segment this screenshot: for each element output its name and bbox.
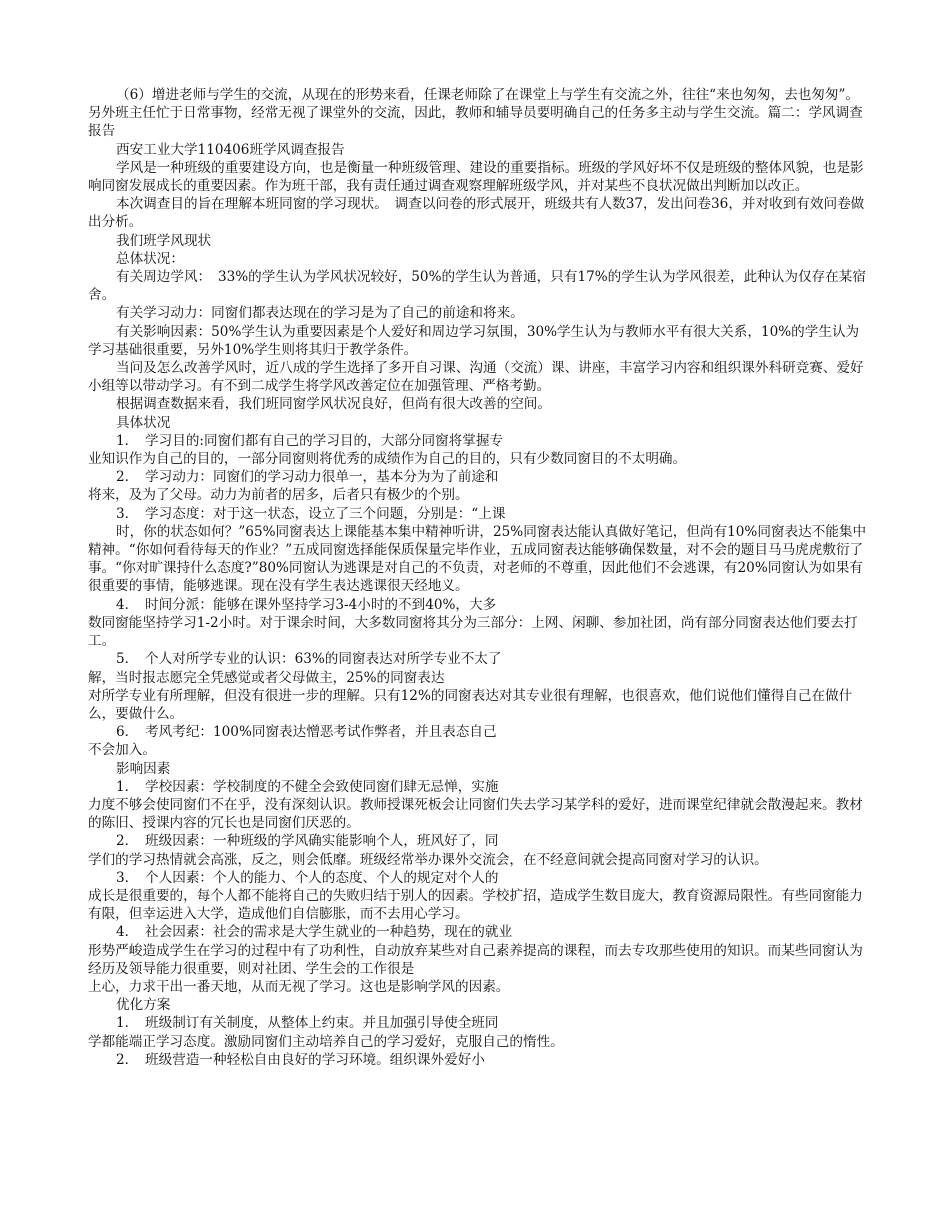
paragraph: 时，你的状态如何？”65%同窗表达上课能基本集中精神听讲，25%同窗表达能认真做好笔记，但尚有10%同窗表达不能集中精神。“你如何看待每天的作业？”五成同窗选择能保质保量完毕作业，五成同窗表达能够确保数量，对不会的题目马马虎虎敷衍了事。“你对旷课持什么态度?”80%同窗认为逃课是对自己的不负责，对老师的不尊重，因此他们不会逃课，有20%同窗认为如果有很重要的事情，能够逃课。现在没有学生表达逃课很天经地义。 bbox=[88, 523, 867, 595]
paragraph: 2． 学习动力：同窗们的学习动力很单一，基本分为为了前途和 bbox=[116, 469, 499, 486]
paragraph: 成长是很重要的，每个人都不能将自己的失败归结于别人的因素。学校扩招，造成学生数目庞大，教育资源局限性。有些同窗能力有限，但幸运进入大学，造成他们自信膨胀，而不去用心学习。 bbox=[88, 887, 863, 923]
paragraph: 我们班学风现状 bbox=[116, 232, 212, 249]
paragraph: 4． 时间分派：能够在课外坚持学习3-4小时的不到40%，大多 bbox=[116, 596, 497, 613]
paragraph: 学都能端正学习态度。激励同窗们主动培养自己的学习爱好，克服自己的惰性。 bbox=[88, 1033, 564, 1050]
paragraph: 学们的学习热情就会高涨，反之，则会低靡。班级经常举办课外交流会，在不经意间就会提高同窗对学习的认识。 bbox=[88, 851, 768, 868]
paragraph: 学风是一种班级的重要建设方向，也是衡量一种班级管理、建设的重要指标。班级的学风好坏不仅是班级的整体风貌，也是影响同窗发展成长的重要因素。作为班干部，我有责任通过调查观察理解班级学风，并对某些不良状况做出判断加以改正。 bbox=[88, 159, 864, 195]
paragraph: 数同窗能坚持学习1-2小时。对于课余时间，大多数同窗将其分为三部分：上网、闲聊、参加社团，尚有部分同窗表达他们要去打工。 bbox=[88, 614, 858, 650]
paragraph: 本次调查目的旨在理解本班同窗的学习现状。 调查以问卷的形式展开，班级共有人数37，发出问卷36，并对收到有效问卷做出分析。 bbox=[88, 196, 865, 231]
paragraph: 3． 学习态度：对于这一状态，设立了三个问题，分别是：“上课 bbox=[116, 505, 506, 522]
paragraph: 不会加入。 bbox=[88, 742, 156, 759]
paragraph: （6）增进老师与学生的交流，从现在的形势来看，任课老师除了在课堂上与学生有交流之外，往往“来也匆匆，去也匆匆”。另外班主任忙于日常事物，经常无视了课堂外的交流，因此，教师和辅导员要明确自己的任务多主动与学生交流。篇二：学风调查报告 bbox=[88, 87, 863, 140]
paragraph: 6． 考风考纪：100%同窗表达憎恶考试作弊者，并且表态自己 bbox=[116, 724, 497, 741]
paragraph: 4． 社会因素：社会的需求是大学生就业的一种趋势，现在的就业 bbox=[116, 924, 513, 941]
paragraph: 影响因素 bbox=[116, 760, 171, 777]
paragraph: 对所学专业有所理解，但没有很进一步的理解。只有12%的同窗表达对其专业很有理解，也很喜欢，他们说他们懂得自己在做什么，要做什么。 bbox=[88, 687, 853, 722]
paragraph: 有关影响因素：50%学生认为重要因素是个人爱好和周边学习氛围，30%学生认为与教师水平有很大关系，10%的学生认为学习基础很重要，另外10%学生则将其归于教学条件。 bbox=[88, 323, 860, 358]
paragraph: 优化方案 bbox=[116, 997, 171, 1014]
paragraph: 上心，力求干出一番天地，从而无视了学习。这也是影响学风的因素。 bbox=[88, 978, 510, 995]
paragraph: 有关学习动力：同窗们都表达现在的学习是为了自己的前途和将来。 bbox=[116, 305, 524, 322]
paragraph: 形势严峻造成学生在学习的过程中有了功利性，自动放弃某些对自己素养提高的课程，而去专攻那些使用的知识。而某些同窗认为经历及领导能力很重要，则对社团、学生会的工作很是 bbox=[88, 942, 863, 977]
paragraph: 总体状况： bbox=[116, 250, 184, 267]
paragraph: 西安工业大学110406班学风调查报告 bbox=[116, 141, 345, 158]
paragraph: 1． 学校因素：学校制度的不健全会致使同窗们肆无忌惮，实施 bbox=[116, 778, 499, 795]
paragraph: 力度不够会使同窗们不在乎，没有深刻认识。教师授课死板会让同窗们失去学习某学科的爱好，进而课堂纪律就会散漫起来。教材的陈旧、授课内容的冗长也是同窗们厌恶的。 bbox=[88, 796, 863, 832]
paragraph: 2． 班级营造一种轻松自由良好的学习环境。组织课外爱好小 bbox=[116, 1051, 485, 1068]
paragraph: 有关周边学风： 33%的学生认为学风状况较好，50%的学生认为普通，只有17%的学生认为学风很差，此种认为仅存在某宿舍。 bbox=[88, 269, 866, 304]
paragraph: 5． 个人对所学专业的认识：63%的同窗表达对所学专业不太了 bbox=[116, 651, 502, 668]
paragraph: 1． 班级制订有关制度，从整体上约束。并且加强引导使全班同 bbox=[116, 1015, 499, 1032]
paragraph: 3． 个人因素：个人的能力、个人的态度、个人的规定对个人的 bbox=[116, 869, 499, 886]
paragraph: 2． 班级因素：一种班级的学风确实能影响个人，班风好了，同 bbox=[116, 833, 499, 850]
paragraph: 业知识作为自己的目的，一部分同窗则将优秀的成绩作为自己的目的，只有少数同窗目的不太明确。 bbox=[88, 451, 687, 468]
paragraph: 1． 学习目的:同窗们都有自己的学习目的，大部分同窗将掌握专 bbox=[116, 432, 504, 449]
paragraph: 将来，及为了父母。动力为前者的居多，后者只有极少的个别。 bbox=[88, 487, 469, 504]
paragraph: 解，当时报志愿完全凭感觉或者父母做主，25%的同窗表达 bbox=[88, 669, 445, 686]
paragraph: 具体状况 bbox=[116, 414, 171, 431]
paragraph: 根据调查数据来看，我们班同窗学风状况良好，但尚有很大改善的空间。 bbox=[116, 396, 551, 413]
paragraph: 当问及怎么改善学风时，近八成的学生选择了多开自习课、沟通（交流）课、讲座，丰富学习内容和组织课外科研竞赛、爱好小组等以带动学习。有不到二成学生将学风改善定位在加强管理、严格考勤。 bbox=[88, 360, 864, 395]
document-body bbox=[88, 86, 868, 1069]
